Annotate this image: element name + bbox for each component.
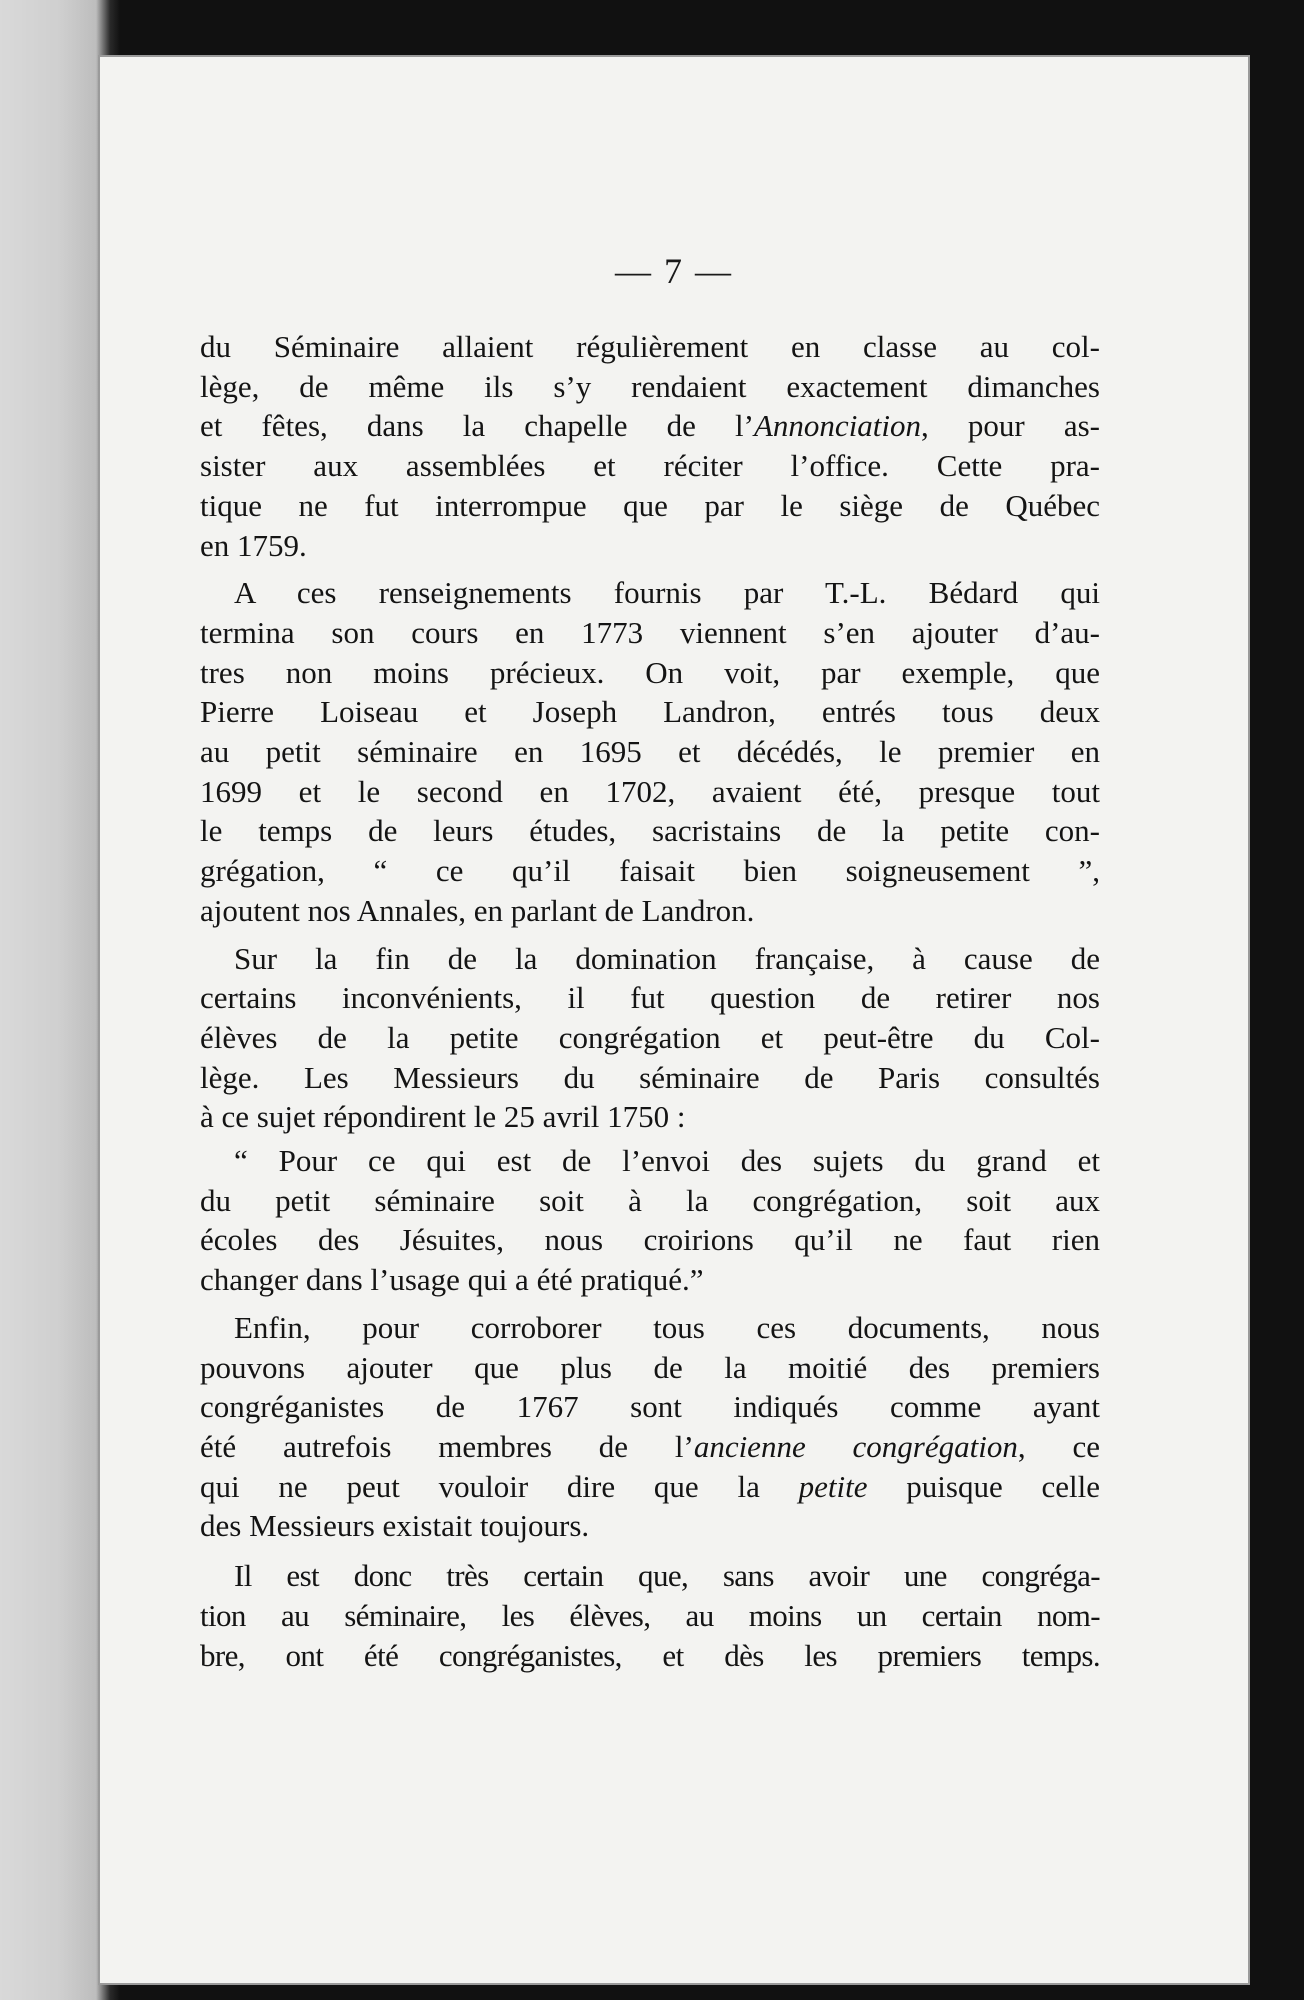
text-line: ajoutent nos Annales, en parlant de Landron. <box>200 892 755 928</box>
text-line: 1699 et le second en 1702, avaient été, presque tout <box>200 773 1100 809</box>
text-line: à ce sujet répondirent le 25 avril 1750 : <box>200 1099 686 1135</box>
text-line: et fêtes, dans la chapelle de l’Annonciation, pour as- <box>200 408 1100 444</box>
paragraph-1 <box>200 327 1100 565</box>
text-line: tres non moins précieux. On voit, par exemple, que <box>200 654 1100 690</box>
text-line: écoles des Jésuites, nous croirions qu’il ne faut rien <box>200 1222 1100 1258</box>
text-line: pouvons ajouter que plus de la moitié des premiers <box>200 1349 1100 1385</box>
text-line: congréganistes de 1767 sont indiqués comme ayant <box>200 1389 1100 1425</box>
text-line: certains inconvénients, il fut question de retirer nos <box>200 980 1100 1016</box>
text-line: changer dans l’usage qui a été pratiqué.” <box>200 1262 704 1298</box>
text-line: qui ne peut vouloir dire que la petite puisque celle <box>200 1468 1100 1504</box>
text-line: élèves de la petite congrégation et peut-être du Col- <box>200 1019 1100 1055</box>
book-page <box>98 55 1250 1985</box>
text-line: grégation, “ ce qu’il faisait bien soigneusement ”, <box>200 853 1100 889</box>
text-line: Il est donc très certain que, sans avoir une congréga- <box>234 1558 1100 1594</box>
page-number: — 7 — <box>615 251 733 291</box>
text-line: tique ne fut interrompue que par le siège de Québec <box>200 487 1100 523</box>
text-line: tion au séminaire, les élèves, au moins un certain nom- <box>200 1597 1100 1633</box>
text-line: du petit séminaire soit à la congrégation, soit aux <box>200 1182 1100 1218</box>
paragraph-2 <box>200 573 1100 930</box>
text-line: bre, ont été congréganistes, et dès les premiers temps. <box>200 1637 1100 1673</box>
text-line: du Séminaire allaient régulièrement en classe au col- <box>200 329 1100 364</box>
text-line: “ Pour ce qui est de l’envoi des sujets du grand et <box>234 1143 1100 1179</box>
paragraph-3 <box>200 939 1100 1138</box>
text-line: sister aux assemblées et réciter l’office. Cette pra- <box>200 448 1100 484</box>
text-line: le temps de leurs études, sacristains de la petite con- <box>200 813 1100 849</box>
text-line: Enfin, pour corroborer tous ces documents, nous <box>234 1309 1100 1345</box>
paragraph-quote <box>200 1141 1100 1300</box>
text-line: lège, de même ils s’y rendaient exactement dimanches <box>200 368 1100 404</box>
text-line: été autrefois membres de l’ancienne congrégation, ce <box>200 1428 1100 1464</box>
body-text <box>200 327 1100 1675</box>
paragraph-5 <box>200 1308 1100 1546</box>
text-line: termina son cours en 1773 viennent s’en ajouter d’au- <box>200 614 1100 650</box>
paragraph-6 <box>200 1556 1100 1675</box>
text-line: lège. Les Messieurs du séminaire de Paris consultés <box>200 1059 1100 1095</box>
text-line: Sur la fin de la domination française, à cause de <box>234 940 1100 976</box>
text-line: des Messieurs existait toujours. <box>200 1508 590 1544</box>
text-line: Pierre Loiseau et Joseph Landron, entrés tous deux <box>200 694 1100 730</box>
text-line: A ces renseignements fournis par T.-L. Bédard qui <box>234 575 1100 611</box>
text-line: en 1759. <box>200 527 307 563</box>
text-line: au petit séminaire en 1695 et décédés, le premier en <box>200 734 1100 770</box>
